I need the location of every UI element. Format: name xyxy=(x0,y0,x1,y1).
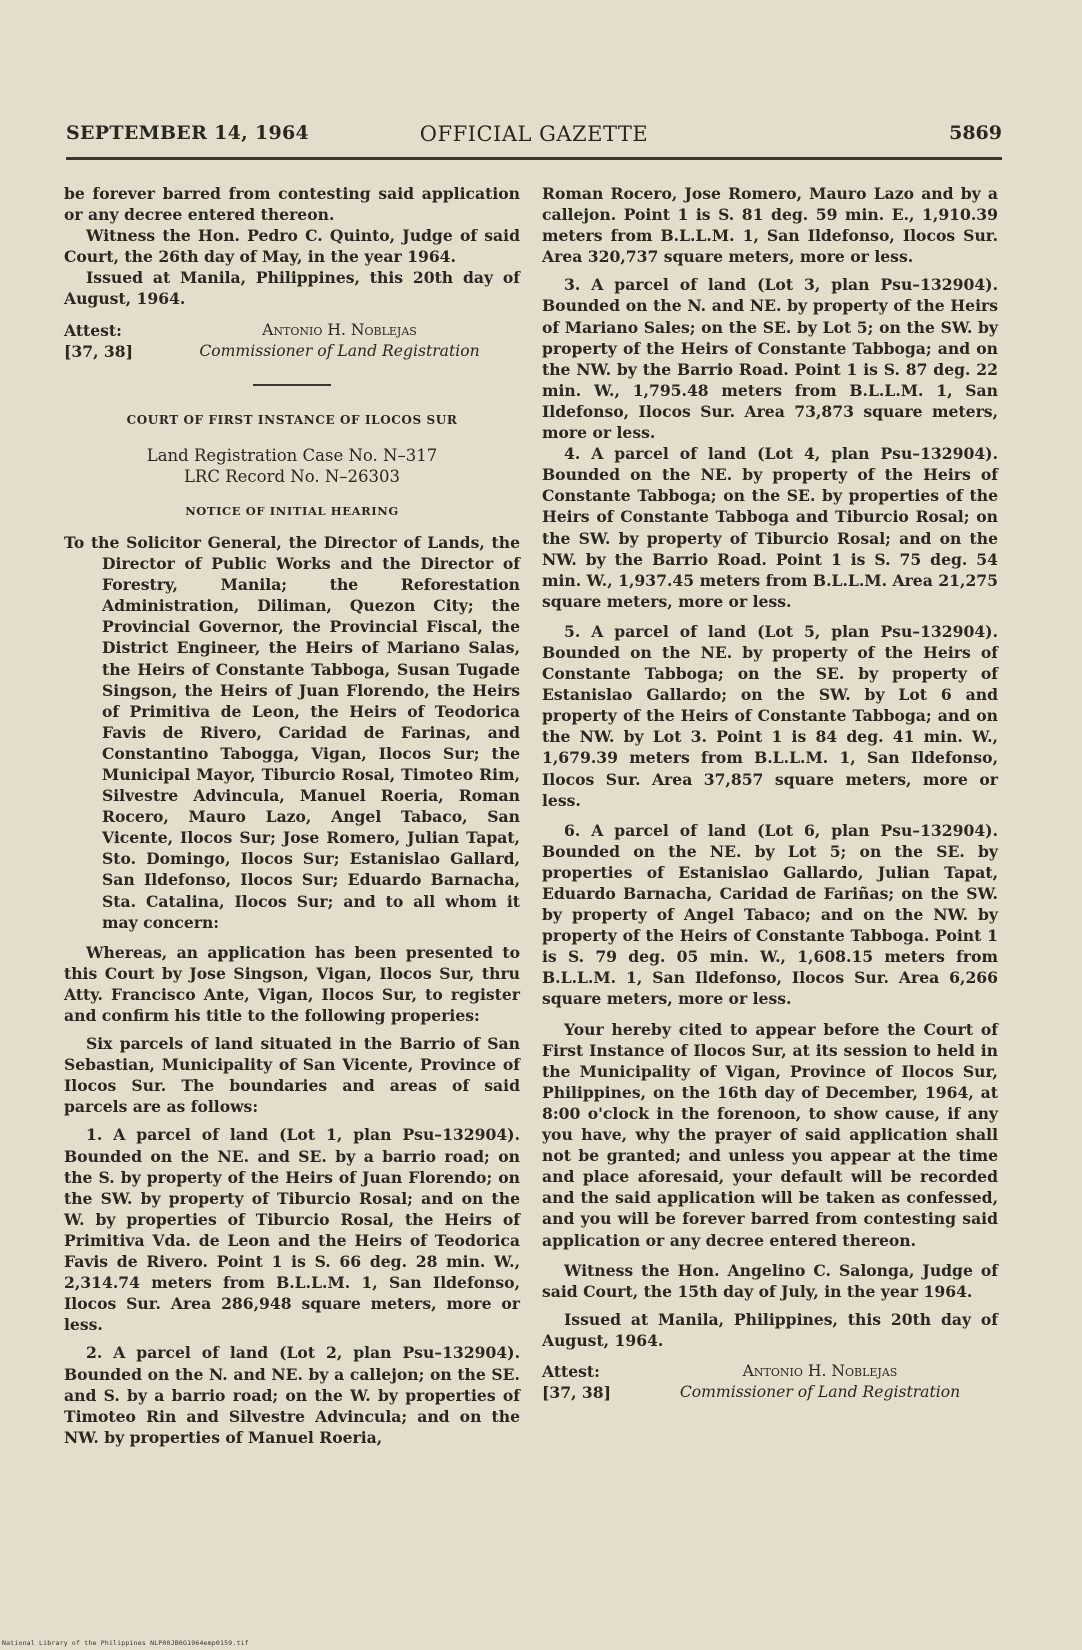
left-column xyxy=(64,183,520,1448)
attest-block xyxy=(64,320,520,362)
court-heading: COURT OF FIRST INSTANCE OF ILOCOS SUR xyxy=(126,412,458,427)
case-heading xyxy=(64,445,520,487)
six-parcels-paragraph: Six parcels of land situated in the Barrio of San Sebastian, Municipality of San Vicente, Province of Ilocos Sur. The boundaries and areas of said parcels are as follows: xyxy=(64,1034,520,1117)
header-rule xyxy=(66,157,1002,160)
attest-label: Attest: xyxy=(542,1361,600,1381)
addressee-paragraph: To the Solicitor General, the Director of Lands, the Director of Public Works and the Director of Forestry, Manila; the Reforestation Administration, Diliman, Quezon City; the Provincial Governor, the Provincial Fiscal, the District Engineer, the Heirs of Mariano Salas, the Heirs of Constante Tabboga, Susan Tugade Singson, the Heirs of Juan Florendo, the Heirs of Primitiva de Leon, the Heirs of Teodorica Favis de Rivero, Caridad de Farinas, and Constantino Tabogga, Vigan, Ilocos Sur; the Municipal Mayor, Tiburcio Rosal, Timoteo Rim, Silvestre Advincula, Manuel Roeria, Roman Rocero, Mauro Lazo, Angel Tabaco, San Vicente, Ilocos Sur; Jose Romero, Julian Tapat, Sto. Domingo, Ilocos Sur; Estanislao Gallard, San Ildefonso, Ilocos Sur; Eduardo Barnacha, Sta. Catalina, Ilocos Sur; and to all whom it may concern: xyxy=(64,532,520,932)
paragraph-barred: be forever barred from contesting said application or any decree entered thereon. xyxy=(64,184,520,225)
lot-4-paragraph: 4. A parcel of land (Lot 4, plan Psu–132904). Bounded on the NE. by property of the Heirs of Constante Tabboga; on the SE. by properties of the Heirs of Constante Tabboga and Tiburcio Rosal; on the SW. by property of Tiburcio Rosal; and on the NW. by the Barrio Road. Point 1 is S. 75 deg. 54 min. W., 1,937.45 meters from B.L.L.M. Area 21,275 square meters, more or less. xyxy=(542,444,998,611)
paragraph-witness: Witness the Hon. Pedro C. Quinto, Judge of said Court, the 26th day of May, in the year 1964. xyxy=(64,226,520,267)
case-number: Land Registration Case No. N–317 xyxy=(146,445,438,465)
attest-name: Antonio H. Noblejas xyxy=(742,1361,898,1380)
lot-5-paragraph: 5. A parcel of land (Lot 5, plan Psu–132904). Bounded on the NE. by property of the Heirs of Constante Tabboga; on the SE. by property of Estanislao Gallardo; on the SW. by Lot 6 and property of the Heirs of Constante Tabboga; and on the NW. by Lot 3. Point 1 is 84 deg. 41 min. W., 1,679.39 meters from B.L.L.M. 1, San Ildefonso, Ilocos Sur. Area 37,857 square meters, more or less. xyxy=(542,621,998,810)
page-number: 5869 xyxy=(949,122,1002,144)
whereas-paragraph: Whereas, an application has been presented to this Court by Jose Singson, Vigan, Ilocos Sur, thru Atty. Francisco Ante, Vigan, Ilocos Sur, to register and confirm his title to the following properies: xyxy=(64,942,520,1025)
page-header xyxy=(66,122,1002,152)
lot-2-continued: Roman Rocero, Jose Romero, Mauro Lazo and by a callejon. Point 1 is S. 81 deg. 59 min. E., 1,910.39 meters from B.L.L.M. 1, San Ildefonso, Ilocos Sur. Area 320,737 square meters, more or less. xyxy=(542,184,998,267)
attest-label: Attest: xyxy=(64,320,122,340)
lot-6-paragraph: 6. A parcel of land (Lot 6, plan Psu–132904). Bounded on the NE. by Lot 5; on the SE. by properties of Estanislao Gallardo, Julian Tapat, Eduardo Barnacha, Caridad de Fariñas; on the SW. by property of Angel Tabaco; and on the NW. by property of the Heirs of Constante Tabboga. Point 1 is S. 79 deg. 05 min. W., 1,608.15 meters from B.L.L.M. 1, San Ildefonso, Ilocos Sur. Area 6,266 square meters, more or less. xyxy=(542,820,998,1009)
attest-title: Commissioner of Land Registration xyxy=(679,1383,961,1402)
notice-title: NOTICE OF INITIAL HEARING xyxy=(185,503,399,518)
cited-paragraph: Your hereby cited to appear before the Court of First Instance of Ilocos Sur, at its session to held in the Municipality of Vigan, Province of Ilocos Sur, Philippines, on the 16th day of December, 1964, at 8:00 o'clock in the forenoon, to show cause, if any you have, why the prayer of said application shall not be granted; and unless you appear at the time and place aforesaid, your default will be recorded and the said application will be taken as confessed, and you will be forever barred from contesting said application or any decree entered thereon. xyxy=(542,1019,998,1250)
header-title: OFFICIAL GAZETTE xyxy=(419,122,649,146)
attest-ref: [37, 38] xyxy=(64,341,134,361)
witness-paragraph: Witness the Hon. Angelino C. Salonga, Judge of said Court, the 15th day of July, in the year 1964. xyxy=(542,1260,998,1301)
lrc-record: LRC Record No. N–26303 xyxy=(183,466,401,486)
lot-1-paragraph: 1. A parcel of land (Lot 1, plan Psu–132904). Bounded on the NE. and SE. by a barrio road; on the S. by property of the Heirs of Juan Florendo; on the SW. by property of Tiburcio Rosal; and on the W. by properties of Tiburcio Rosal, the Heirs of Primitiva Vda. de Leon and the Heirs of Teodorica Favis de Rivero. Point 1 is S. 66 deg. 28 min. W., 2,314.74 meters from B.L.L.M. 1, San Ildefonso, Ilocos Sur. Area 286,948 square meters, more or less. xyxy=(64,1125,520,1335)
attest-title: Commissioner of Land Registration xyxy=(199,341,480,360)
attest-block-2 xyxy=(542,1361,998,1403)
lot-2-paragraph: 2. A parcel of land (Lot 2, plan Psu–132904). Bounded on the N. and NE. by a callejon; on the SE. and S. by a barrio road; on the W. by properties of Timoteo Rin and Silvestre Advincula; and on the NW. by properties of Manuel Roeria, xyxy=(64,1343,520,1447)
lot-3-paragraph: 3. A parcel of land (Lot 3, plan Psu–132904). Bounded on the N. and NE. by property of the Heirs of Mariano Sales; on the SE. by Lot 5; on the SW. by property of the Heirs of Constante Tabboga; and on the NW. by the Barrio Road. Point 1 is S. 87 deg. 22 min. W., 1,795.48 meters from B.L.L.M. 1, San Ildefonso, Ilocos Sur. Area 73,873 square meters, more or less. xyxy=(542,275,998,443)
section-divider xyxy=(253,384,331,386)
header-date: SEPTEMBER 14, 1964 xyxy=(66,122,310,144)
scan-footer: National Library of the Philippines NLP00JB0G1964emp0159.tif xyxy=(2,1639,249,1647)
right-column xyxy=(542,183,998,1403)
paragraph-issued: Issued at Manila, Philippines, this 20th day of August, 1964. xyxy=(64,268,520,309)
attest-ref: [37, 38] xyxy=(542,1383,612,1403)
attest-name: Antonio H. Noblejas xyxy=(262,320,417,339)
issued-paragraph: Issued at Manila, Philippines, this 20th day of August, 1964. xyxy=(542,1309,998,1350)
